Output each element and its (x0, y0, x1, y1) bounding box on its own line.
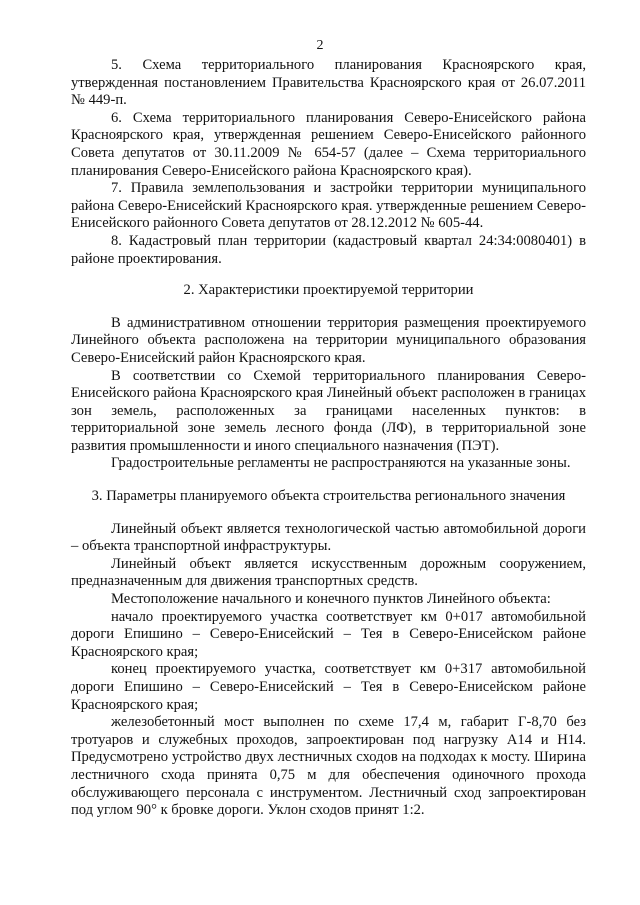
section-3-paragraph: Местоположение начального и конечного пунктов Линейного объекта: (111, 591, 551, 608)
section-3-paragraph: начало проектируемого участка соответствует км 0+017 автомобильной дороги Епишино – Северо-Енисейский – Тея в Северо-Енисейском районе Красноярского края; (71, 608, 586, 660)
section-2-paragraph: В соответствии со Схемой территориального планирования Северо-Енисейского района Красноярского края Линейный объект расположен в границах зон земель, расположенных за границами населенных пунктов: в территориальной зоне земель лесного фонда (ЛФ), в территориальной зоне развития промышленности и иного специального назначения (ПЭТ). (71, 367, 586, 454)
section-3-paragraph: Линейный объект является технологической частью автомобильной дороги – объекта транспортной инфраструктуры. (71, 520, 586, 555)
list-item-7: 7. Правила землепользования и застройки территории муниципального района Северо-Енисейский Красноярского края. утвержденные решением Северо-Енисейского районного Совета депутатов от 28.12.2012 № 605-44. (71, 180, 586, 232)
section-2-heading: 2. Характеристики проектируемой территории (183, 282, 474, 299)
section-2-paragraph: Градостроительные регламенты не распространяются на указанные зоны. (111, 455, 571, 472)
section-3-paragraph: железобетонный мост выполнен по схеме 17,4 м, габарит Г-8,70 без тротуаров и служебных проходов, запроектирован под нагрузку А14 и Н14. Предусмотрено устройство двух лестничных сходов на подходах к мосту. Ширина лестничного схода принята 0,75 м для обеспечения одиночного прохода обслуживающего персонала с инструментом. Лестничный сход запроектирован под углом 90° к бровке дороги. Уклон сходов принят 1:2. (71, 714, 586, 819)
page-number: 2 (316, 38, 324, 53)
list-item-5: 5. Схема территориального планирования Красноярского края, утвержденная постановлением Правительства Красноярского края от 26.07.2011 № 449-п. (71, 57, 586, 109)
section-2-paragraph: В административном отношении территория размещения проектируемого Линейного объекта расположена на территории муниципального образования Северо-Енисейский район Красноярского края. (71, 314, 586, 366)
section-3-heading: 3. Параметры планируемого объекта строительства регионального значения (91, 488, 566, 505)
document-body (71, 57, 586, 820)
list-item-6: 6. Схема территориального планирования Северо-Енисейского района Красноярского края, утвержденная решением Северо-Енисейского районного Совета депутатов от 30.11.2009 № 654-57 (далее – Схема территориального планирования Северо-Енисейского района Красноярского края). (71, 109, 586, 179)
section-3-paragraph: Линейный объект является искусственным дорожным сооружением, предназначенным для движения транспортных средств. (71, 555, 586, 590)
list-item-8: 8. Кадастровый план территории (кадастровый квартал 24:34:0080401) в районе проектирования. (71, 232, 586, 267)
section-3-paragraph: конец проектируемого участка, соответствует км 0+317 автомобильной дороги Епишино – Северо-Енисейский – Тея в Северо-Енисейском районе Красноярского края; (71, 661, 586, 713)
